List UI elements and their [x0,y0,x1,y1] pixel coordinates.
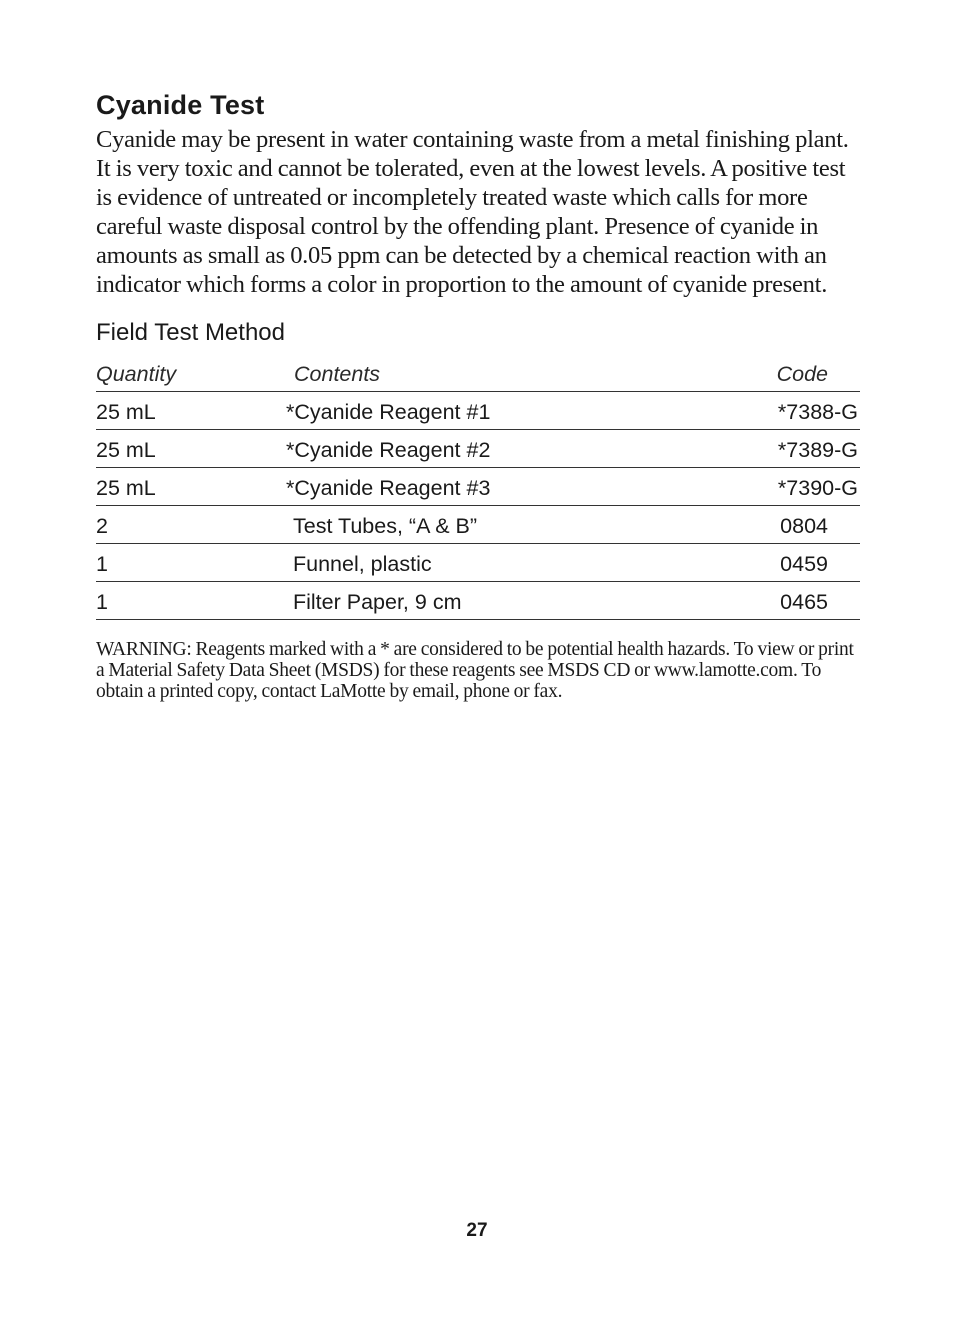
row-code: 0459 [780,552,828,576]
row-contents: *Cyanide Reagent #3 [286,476,491,500]
row-code: 0465 [780,590,828,614]
table-row [96,582,860,620]
page-title: Cyanide Test [96,90,265,120]
row-contents: Funnel, plastic [293,552,432,576]
row-quantity: 25 mL [96,400,156,424]
table-row [96,468,860,506]
header-code: Code [776,362,828,386]
row-contents: Test Tubes, “A & B” [293,514,478,538]
safety-warning: WARNING: Reagents marked with a * are considered to be potential health hazards. To view or print a Material Safety Data Sheet (MSDS) for these reagents see MSDS CD or www.lamotte.com. To obtain a printed copy, contact LaMotte by email, phone or fax. [96,639,854,702]
header-quantity: Quantity [96,362,177,386]
row-contents: Filter Paper, 9 cm [293,590,462,614]
row-quantity: 2 [96,514,108,538]
table-row [96,430,860,468]
table-row [96,544,860,582]
row-quantity: 1 [96,590,108,614]
intro-paragraph: Cyanide may be present in water containing waste from a metal finishing plant. It is very toxic and cannot be tolerated, even at the lowest levels. A positive test is evidence of untreated or incompletely treated waste which calls for more careful waste disposal control by the offending plant. Presence of cyanide in amounts as small as 0.05 ppm can be detected by a chemical reaction with an indicator which forms a color in proportion to the amount of cyanide present. [96,126,849,298]
row-code: *7388-G [777,400,858,424]
document-page [96,92,860,722]
table-header-row [96,362,860,392]
row-code: *7389-G [777,438,858,462]
row-contents: *Cyanide Reagent #2 [286,438,491,462]
header-contents: Contents [294,362,381,386]
table-row [96,506,860,544]
section-subtitle: Field Test Method [96,319,285,346]
row-contents: *Cyanide Reagent #1 [286,400,491,424]
row-quantity: 25 mL [96,438,156,462]
row-quantity: 25 mL [96,476,156,500]
page-number: 27 [466,1220,488,1241]
row-code: *7390-G [777,476,858,500]
row-quantity: 1 [96,552,108,576]
table-row [96,392,860,430]
row-code: 0804 [780,514,828,538]
contents-table [96,362,860,620]
